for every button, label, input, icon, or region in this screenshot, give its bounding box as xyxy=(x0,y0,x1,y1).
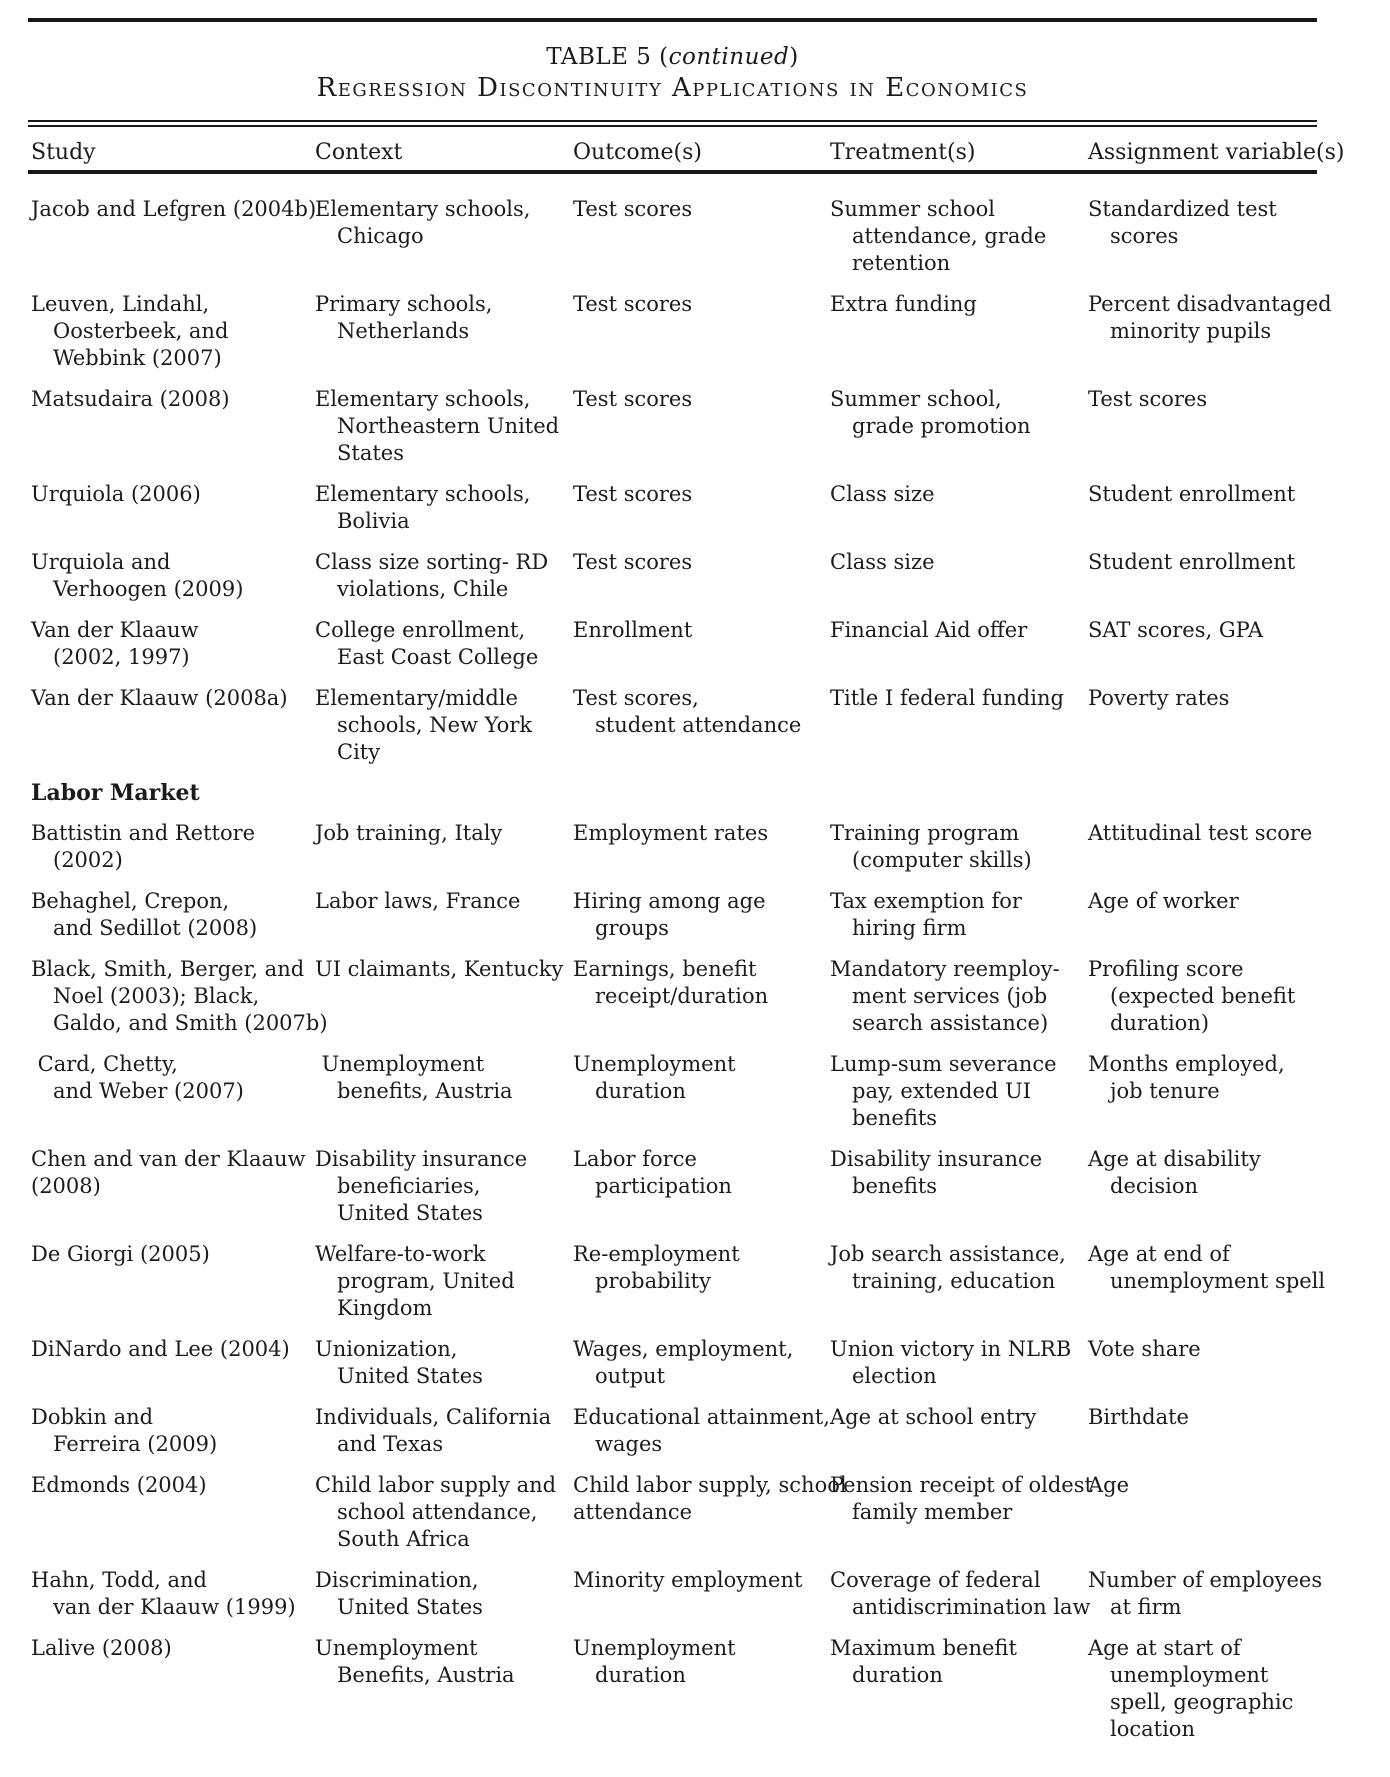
cell-line: Bolivia xyxy=(337,509,410,533)
outcome-cell xyxy=(573,685,830,766)
table-row xyxy=(31,1146,1390,1227)
cell-line: Benefits, Austria xyxy=(337,1663,515,1687)
cell-line: and Texas xyxy=(337,1432,444,1456)
cell-line: Percent disadvantaged xyxy=(1088,292,1332,316)
outcome-cell xyxy=(573,386,830,467)
study-cell xyxy=(31,386,315,467)
column-header-row xyxy=(31,139,1390,166)
cell-line: UI claimants, Kentucky xyxy=(315,957,564,981)
cell-line: Hiring among age xyxy=(573,889,766,913)
cell-line: Enrollment xyxy=(573,618,693,642)
cell-line: scores xyxy=(1110,224,1179,248)
cell-line: program, United xyxy=(337,1269,515,1293)
cell-line: Poverty rates xyxy=(1088,686,1230,710)
table-row xyxy=(31,386,1390,467)
study-cell xyxy=(31,1241,315,1322)
cell-line: unemployment spell xyxy=(1110,1269,1326,1293)
treatment-cell xyxy=(830,1567,1091,1621)
cell-line: Individuals, California xyxy=(315,1405,552,1429)
treatment-cell xyxy=(830,1472,1093,1553)
outcome-cell xyxy=(573,888,830,942)
cell-line: Noel (2003); Black, xyxy=(53,984,260,1008)
outcome-cell xyxy=(573,196,830,277)
table-row xyxy=(31,820,1390,874)
assignment-cell xyxy=(1088,820,1321,874)
cell-line: wages xyxy=(595,1432,663,1456)
cell-line: Discrimination, xyxy=(315,1568,479,1592)
cell-line: Elementary schools, xyxy=(315,197,531,221)
cell-line: Union victory in NLRB xyxy=(830,1337,1072,1361)
cell-line: probability xyxy=(595,1269,711,1293)
treatment-cell xyxy=(830,617,1088,671)
cell-line: Leuven, Lindahl, xyxy=(31,292,210,316)
assignment-cell xyxy=(1088,888,1321,942)
cell-line: Test scores xyxy=(1088,387,1208,411)
cell-line: grade promotion xyxy=(852,414,1031,438)
assignment-cell xyxy=(1088,1241,1326,1322)
cell-line: Lump-sum severance xyxy=(830,1052,1057,1076)
cell-line: ment services (job xyxy=(852,984,1048,1008)
table-row xyxy=(31,1404,1390,1458)
cell-line: Pension receipt of oldest xyxy=(830,1473,1093,1497)
cell-line: Child labor supply and xyxy=(315,1473,557,1497)
table-label-prefix: TABLE 5 ( xyxy=(546,44,669,70)
cell-line: Test scores xyxy=(573,387,693,411)
cell-line: (2002, 1997) xyxy=(53,645,190,669)
study-cell xyxy=(31,1404,315,1458)
cell-line: benefits, Austria xyxy=(337,1079,513,1103)
outcome-cell xyxy=(573,1146,830,1227)
cell-line: benefits xyxy=(852,1106,938,1130)
cell-line: Re-employment xyxy=(573,1242,740,1266)
cell-line: Standardized test xyxy=(1088,197,1277,221)
cell-line: school attendance, xyxy=(337,1500,538,1524)
table-caption xyxy=(28,42,1317,104)
outcome-cell xyxy=(573,481,830,535)
cell-line: Coverage of federal xyxy=(830,1568,1041,1592)
cell-line: Galdo, and Smith (2007b) xyxy=(53,1011,328,1035)
assignment-cell xyxy=(1088,1635,1321,1743)
treatment-cell xyxy=(830,1241,1088,1322)
context-cell xyxy=(315,1472,573,1553)
cell-line: South Africa xyxy=(337,1527,470,1551)
treatment-cell xyxy=(830,1336,1088,1390)
section-header: Labor Market xyxy=(31,780,200,806)
cell-line: election xyxy=(852,1364,937,1388)
cell-line: and Sedillot (2008) xyxy=(53,916,258,940)
assignment-cell xyxy=(1088,1472,1321,1553)
paper-page xyxy=(0,18,1390,1777)
study-cell xyxy=(31,291,315,372)
cell-line: Jacob and Lefgren (2004b) xyxy=(31,197,317,221)
cell-line: Financial Aid offer xyxy=(830,618,1028,642)
cell-line: (2002) xyxy=(53,848,123,872)
cell-line: Age at end of xyxy=(1088,1242,1230,1266)
study-cell xyxy=(31,685,315,766)
table-label-suffix: ) xyxy=(789,44,799,70)
cell-line: Attitudinal test score xyxy=(1088,821,1313,845)
cell-line: antidiscrimination law xyxy=(852,1595,1091,1619)
treatment-cell xyxy=(830,1404,1088,1458)
treatment-cell xyxy=(830,888,1088,942)
table-number-label xyxy=(28,42,1317,72)
cell-line: duration xyxy=(595,1079,686,1103)
treatment-cell xyxy=(830,1635,1088,1743)
cell-line: Vote share xyxy=(1088,1337,1201,1361)
cell-line: (computer skills) xyxy=(852,848,1032,872)
cell-line: Months employed, xyxy=(1088,1052,1285,1076)
study-cell xyxy=(31,1051,315,1132)
context-cell xyxy=(315,291,573,372)
cell-line: job tenure xyxy=(1110,1079,1220,1103)
study-cell xyxy=(31,1336,315,1390)
column-header-assignment-variables: Assignment variable(s) xyxy=(1088,140,1345,165)
assignment-cell xyxy=(1088,1051,1321,1132)
study-cell xyxy=(31,1146,315,1227)
cell-line: Job search assistance, xyxy=(830,1242,1066,1266)
cell-line: Class size sorting- RD xyxy=(315,550,549,574)
cell-line: Training program xyxy=(830,821,1020,845)
assignment-cell xyxy=(1088,685,1321,766)
cell-line: Elementary/middle xyxy=(315,686,518,710)
outcome-cell xyxy=(573,291,830,372)
cell-line: Child labor supply, school xyxy=(573,1473,847,1497)
cell-line: Northeastern United xyxy=(337,414,560,438)
cell-line: Welfare-to-work xyxy=(315,1242,486,1266)
study-cell xyxy=(31,1472,315,1553)
cell-line: Number of employees xyxy=(1088,1568,1323,1592)
cell-line: Chicago xyxy=(337,224,424,248)
cell-line: training, education xyxy=(852,1269,1056,1293)
cell-line: participation xyxy=(595,1174,732,1198)
cell-line: Kingdom xyxy=(337,1296,433,1320)
table-rows xyxy=(0,196,1390,1743)
cell-line: Extra funding xyxy=(830,292,977,316)
cell-line: College enrollment, xyxy=(315,618,526,642)
cell-line: Unemployment xyxy=(573,1052,736,1076)
cell-line: duration xyxy=(852,1663,943,1687)
cell-line: Test scores, xyxy=(573,686,699,710)
outcome-cell xyxy=(573,549,830,603)
cell-line: Earnings, benefit xyxy=(573,957,757,981)
cell-line: student attendance xyxy=(595,713,802,737)
table-row xyxy=(31,888,1390,942)
cell-line: (2008) xyxy=(31,1174,101,1198)
context-cell xyxy=(315,196,573,277)
table-label-continued: continued xyxy=(668,44,790,70)
cell-line: Maximum benefit xyxy=(830,1636,1017,1660)
cell-line: and Weber (2007) xyxy=(53,1079,244,1103)
outcome-cell xyxy=(573,820,830,874)
cell-line: van der Klaauw (1999) xyxy=(53,1595,296,1619)
study-cell xyxy=(31,1567,315,1621)
treatment-cell xyxy=(830,956,1088,1037)
study-cell xyxy=(31,888,315,942)
context-cell xyxy=(315,685,573,766)
cell-line: Student enrollment xyxy=(1088,482,1296,506)
cell-line: Title I federal funding xyxy=(830,686,1064,710)
cell-line: Webbink (2007) xyxy=(53,346,222,370)
outcome-cell xyxy=(573,1336,830,1390)
cell-line: attendance, grade xyxy=(852,224,1047,248)
cell-line: Wages, employment, xyxy=(573,1337,794,1361)
double-rule xyxy=(28,120,1317,127)
context-cell xyxy=(315,956,573,1037)
context-cell xyxy=(315,888,573,942)
cell-line: Age at disability xyxy=(1088,1147,1261,1171)
context-cell xyxy=(315,1051,573,1132)
cell-line: Unionization, xyxy=(315,1337,458,1361)
outcome-cell xyxy=(573,1635,830,1743)
context-cell xyxy=(315,386,573,467)
column-header-context: Context xyxy=(315,140,403,165)
cell-line: Dobkin and xyxy=(31,1405,154,1429)
treatment-cell xyxy=(830,549,1088,603)
cell-line: benefits xyxy=(852,1174,938,1198)
cell-line: Labor laws, France xyxy=(315,889,521,913)
cell-line: Chen and van der Klaauw xyxy=(31,1147,306,1171)
assignment-cell xyxy=(1088,1404,1321,1458)
cell-line: Hahn, Todd, and xyxy=(31,1568,207,1592)
cell-line: Student enrollment xyxy=(1088,550,1296,574)
cell-line: Test scores xyxy=(573,292,693,316)
cell-line: output xyxy=(595,1364,666,1388)
cell-line: Summer school xyxy=(830,197,995,221)
assignment-cell xyxy=(1088,291,1332,372)
top-rule xyxy=(28,18,1317,22)
outcome-cell xyxy=(573,956,830,1037)
column-header-outcomes: Outcome(s) xyxy=(573,140,702,165)
table-row xyxy=(31,617,1390,671)
cell-line: Labor force xyxy=(573,1147,697,1171)
cell-line: at firm xyxy=(1110,1595,1182,1619)
cell-line: Mandatory reemploy- xyxy=(830,957,1060,981)
cell-line: duration xyxy=(595,1663,686,1687)
treatment-cell xyxy=(830,481,1088,535)
assignment-cell xyxy=(1088,549,1321,603)
cell-line: schools, New York xyxy=(337,713,533,737)
cell-line: Tax exemption for xyxy=(830,889,1022,913)
study-cell xyxy=(31,196,315,277)
cell-line: United States xyxy=(337,1595,483,1619)
treatment-cell xyxy=(830,1051,1088,1132)
table-row xyxy=(31,481,1390,535)
table-row xyxy=(31,1472,1390,1553)
column-header-study: Study xyxy=(31,140,96,165)
outcome-cell xyxy=(573,1241,830,1322)
cell-line: Van der Klaauw (2008a) xyxy=(31,686,288,710)
cell-line: search assistance) xyxy=(852,1011,1049,1035)
cell-line: Age xyxy=(1088,1473,1130,1497)
treatment-cell xyxy=(830,820,1088,874)
cell-line: beneficiaries, xyxy=(337,1174,481,1198)
cell-line: Test scores xyxy=(573,482,693,506)
cell-line: duration) xyxy=(1110,1011,1210,1035)
cell-line: groups xyxy=(595,916,669,940)
context-cell xyxy=(315,1567,573,1621)
column-header-treatments: Treatment(s) xyxy=(830,140,976,165)
cell-line: Test scores xyxy=(573,197,693,221)
assignment-cell xyxy=(1088,617,1321,671)
header-rule xyxy=(28,170,1317,174)
table-row xyxy=(31,196,1390,277)
table-row xyxy=(31,1241,1390,1322)
cell-line: Job training, Italy xyxy=(315,821,503,845)
cell-line: Minority employment xyxy=(573,1568,803,1592)
cell-line: Primary schools, xyxy=(315,292,493,316)
cell-line: (expected benefit xyxy=(1110,984,1296,1008)
cell-line: City xyxy=(337,740,381,764)
cell-line: Lalive (2008) xyxy=(31,1636,172,1660)
assignment-cell xyxy=(1088,956,1321,1037)
cell-line: Profiling score xyxy=(1088,957,1244,981)
cell-line: violations, Chile xyxy=(337,577,509,601)
study-cell xyxy=(31,1635,315,1743)
context-cell xyxy=(315,1146,573,1227)
assignment-cell xyxy=(1088,481,1321,535)
cell-line: Summer school, xyxy=(830,387,1002,411)
context-cell xyxy=(315,1336,573,1390)
cell-line: Employment rates xyxy=(573,821,769,845)
cell-line: United States xyxy=(337,1364,483,1388)
table-row xyxy=(31,1336,1390,1390)
context-cell xyxy=(315,820,573,874)
cell-line: States xyxy=(337,441,404,465)
context-cell xyxy=(315,1404,573,1458)
cell-line: SAT scores, GPA xyxy=(1088,618,1264,642)
assignment-cell xyxy=(1088,196,1321,277)
cell-line: Edmonds (2004) xyxy=(31,1473,207,1497)
context-cell xyxy=(315,1241,573,1322)
cell-line: East Coast College xyxy=(337,645,539,669)
cell-line: Urquiola (2006) xyxy=(31,482,201,506)
table-row xyxy=(31,549,1390,603)
treatment-cell xyxy=(830,291,1088,372)
assignment-cell xyxy=(1088,1336,1321,1390)
cell-line: Age at school entry xyxy=(830,1405,1037,1429)
cell-line: Battistin and Rettore xyxy=(31,821,256,845)
cell-line: Class size xyxy=(830,550,935,574)
cell-line: Behaghel, Crepon, xyxy=(31,889,230,913)
table-row xyxy=(31,1051,1390,1132)
cell-line: DiNardo and Lee (2004) xyxy=(31,1337,290,1361)
cell-line: Disability insurance xyxy=(830,1147,1043,1171)
cell-line: Black, Smith, Berger, and xyxy=(31,957,305,981)
cell-line: Netherlands xyxy=(337,319,470,343)
context-cell xyxy=(315,617,573,671)
cell-line: family member xyxy=(852,1500,1013,1524)
cell-line: United States xyxy=(337,1201,483,1225)
table-row xyxy=(31,291,1390,372)
cell-line: Unemployment xyxy=(315,1636,478,1660)
context-cell xyxy=(315,1635,573,1743)
cell-line: pay, extended UI xyxy=(852,1079,1032,1103)
cell-line: Unemployment xyxy=(315,1052,485,1076)
assignment-cell xyxy=(1088,386,1321,467)
cell-line: decision xyxy=(1110,1174,1199,1198)
cell-line: hiring firm xyxy=(852,916,967,940)
study-cell xyxy=(31,820,315,874)
cell-line: Test scores xyxy=(573,550,693,574)
treatment-cell xyxy=(830,685,1088,766)
context-cell xyxy=(315,481,573,535)
table-row xyxy=(31,956,1390,1037)
cell-line: retention xyxy=(852,251,951,275)
cell-line: receipt/duration xyxy=(595,984,769,1008)
cell-line: minority pupils xyxy=(1110,319,1272,343)
context-cell xyxy=(315,549,573,603)
table-row xyxy=(31,1635,1390,1743)
outcome-cell xyxy=(573,1567,830,1621)
study-cell xyxy=(31,956,328,1037)
cell-line: Class size xyxy=(830,482,935,506)
cell-line: Oosterbeek, and xyxy=(53,319,229,343)
cell-line: Ferreira (2009) xyxy=(53,1432,218,1456)
assignment-cell xyxy=(1088,1567,1321,1621)
cell-line: Card, Chetty, xyxy=(31,1052,178,1076)
cell-line: Van der Klaauw xyxy=(31,618,199,642)
cell-line: Birthdate xyxy=(1088,1405,1189,1429)
cell-line: Age of worker xyxy=(1088,889,1239,913)
study-cell xyxy=(31,617,315,671)
cell-line: Disability insurance xyxy=(315,1147,528,1171)
treatment-cell xyxy=(830,1146,1088,1227)
table-row xyxy=(31,1567,1390,1621)
table-title: Regression Discontinuity Applications in Economics xyxy=(316,73,1029,103)
cell-line: Unemployment xyxy=(573,1636,736,1660)
cell-line: Elementary schools, xyxy=(315,387,531,411)
outcome-cell xyxy=(573,1404,830,1458)
cell-line: Elementary schools, xyxy=(315,482,531,506)
outcome-cell xyxy=(573,1051,830,1132)
study-cell xyxy=(31,481,315,535)
cell-line: attendance xyxy=(573,1500,693,1524)
table-row xyxy=(31,685,1390,766)
cell-line: Age at start of xyxy=(1088,1636,1241,1660)
cell-line: Urquiola and xyxy=(31,550,171,574)
cell-line: Educational attainment, xyxy=(573,1405,830,1429)
outcome-cell xyxy=(573,1472,847,1553)
treatment-cell xyxy=(830,386,1088,467)
cell-line: De Giorgi (2005) xyxy=(31,1242,210,1266)
treatment-cell xyxy=(830,196,1088,277)
cell-line: Verhoogen (2009) xyxy=(53,577,244,601)
cell-line: location xyxy=(1110,1717,1195,1741)
cell-line: spell, geographic xyxy=(1110,1690,1294,1714)
study-cell xyxy=(31,549,315,603)
outcome-cell xyxy=(573,617,830,671)
cell-line: Matsudaira (2008) xyxy=(31,387,230,411)
assignment-cell xyxy=(1088,1146,1321,1227)
cell-line: unemployment xyxy=(1110,1663,1269,1687)
